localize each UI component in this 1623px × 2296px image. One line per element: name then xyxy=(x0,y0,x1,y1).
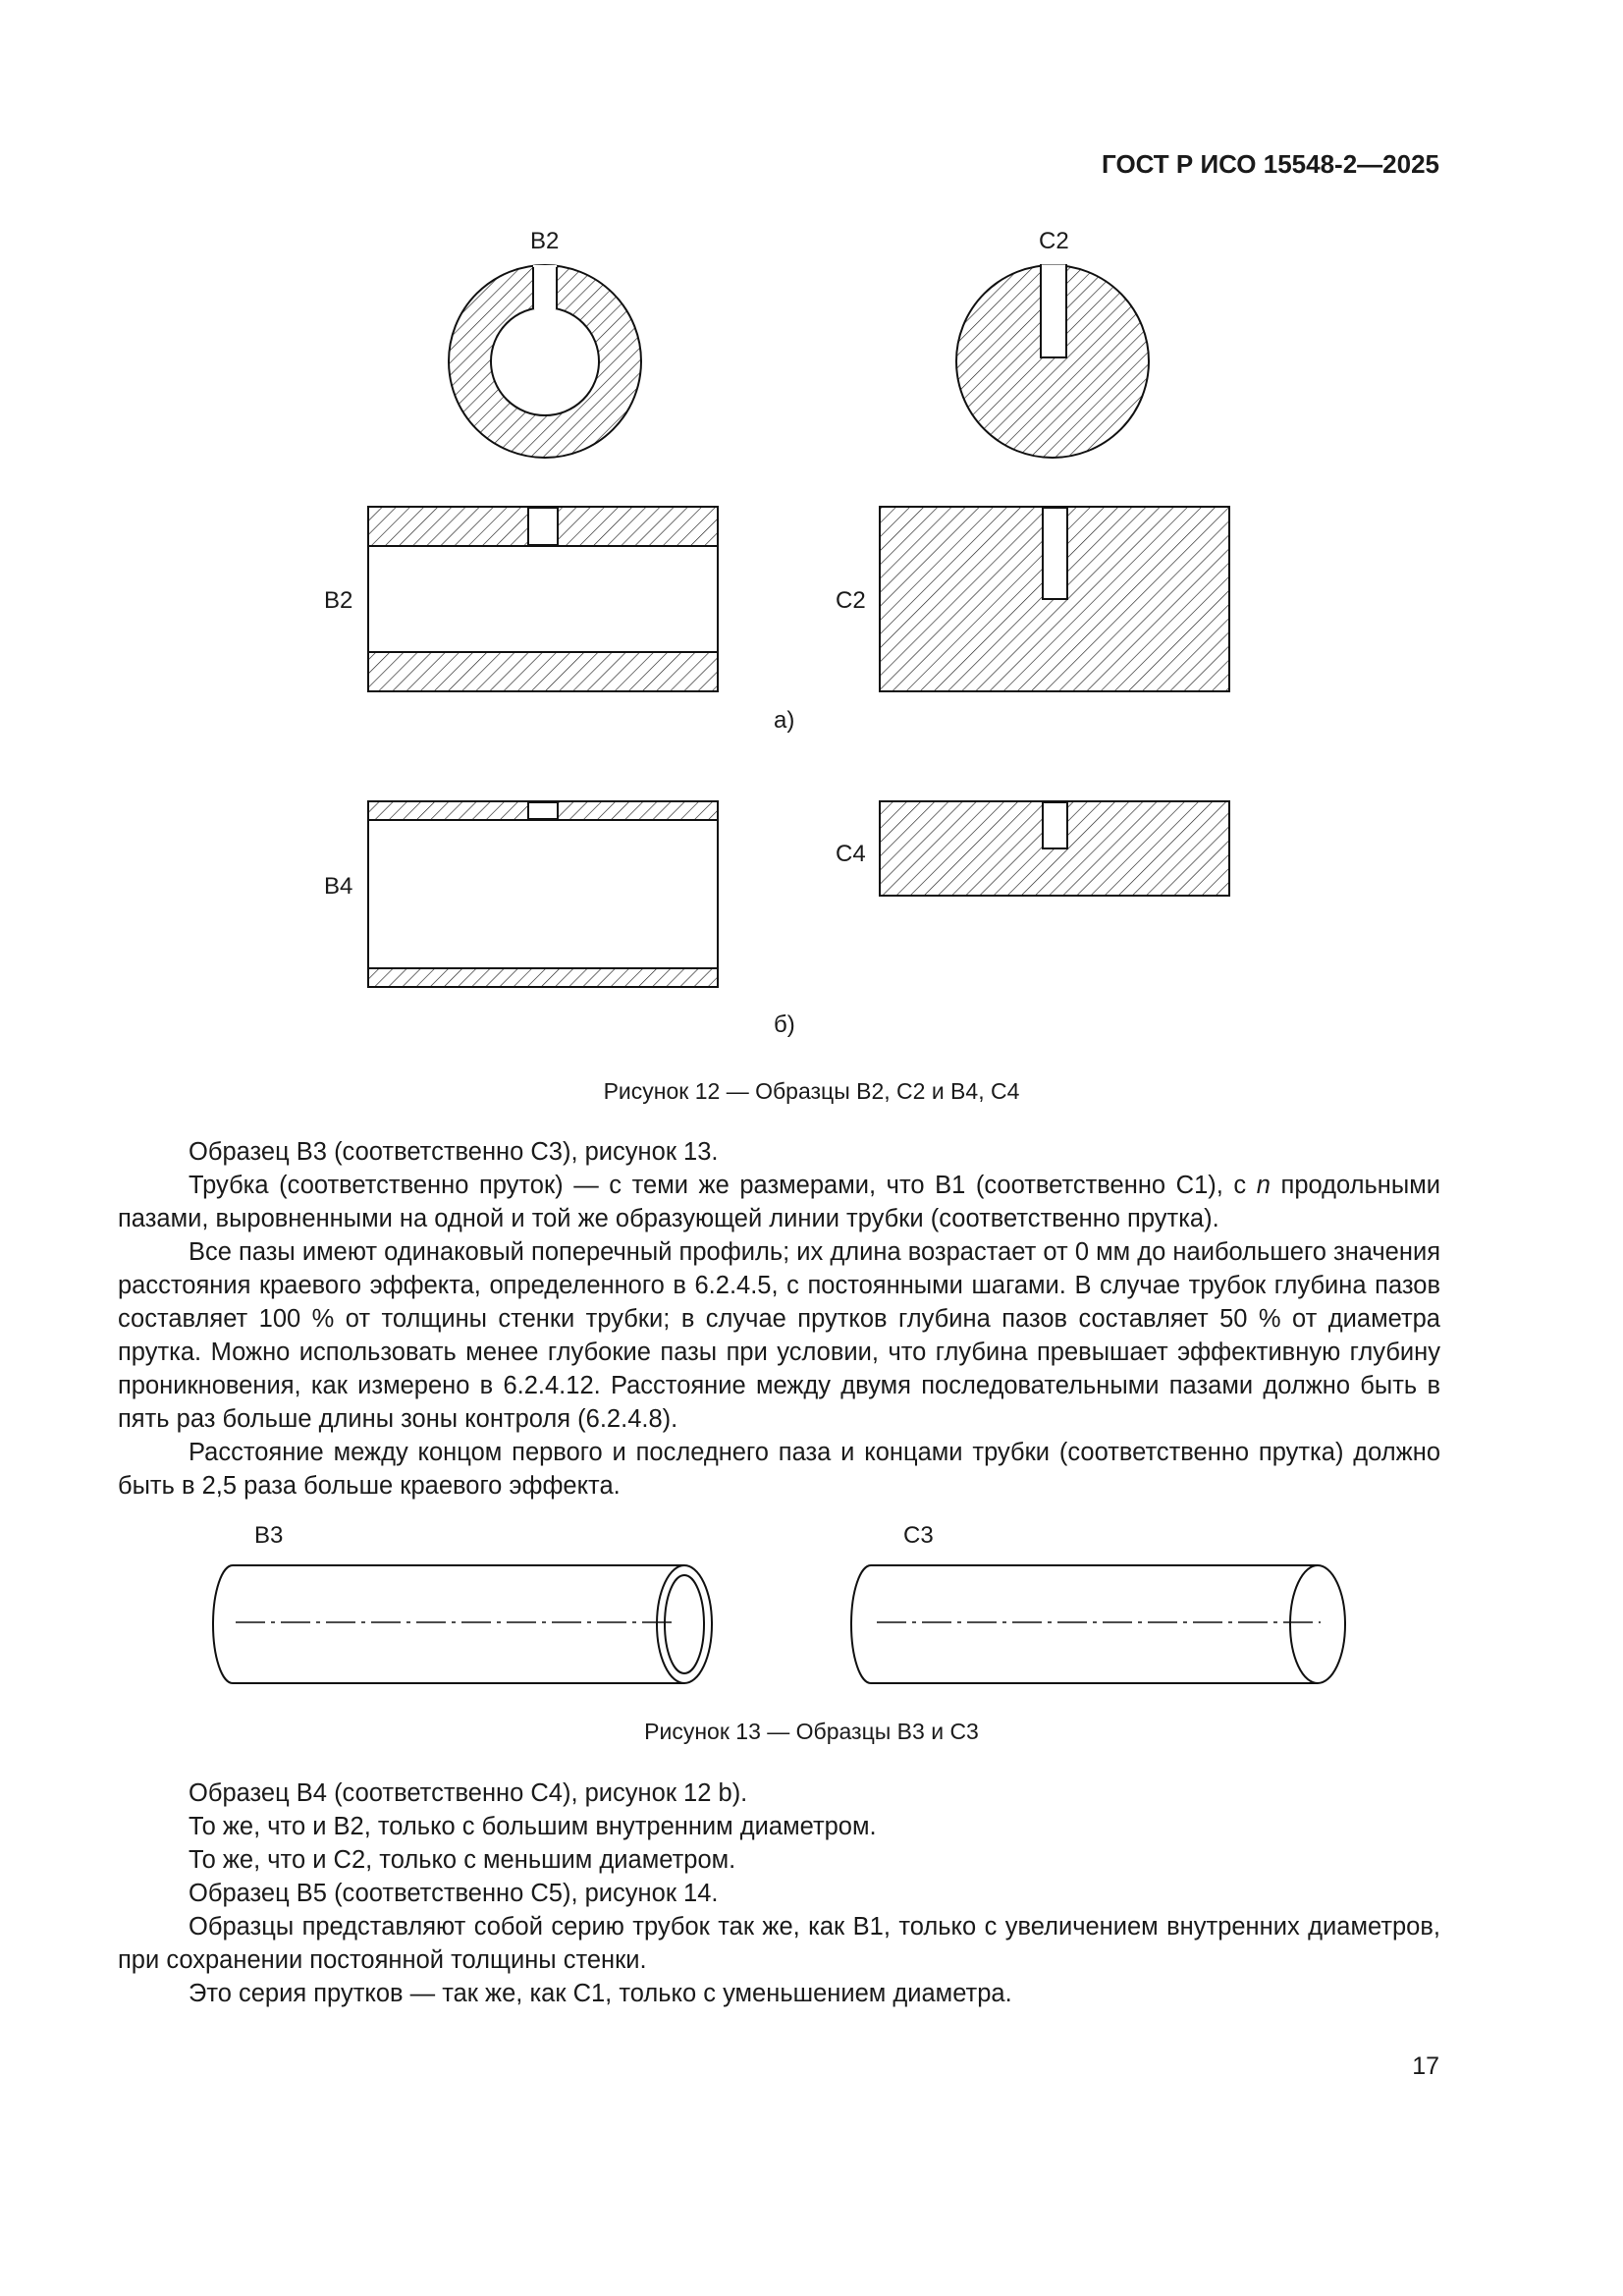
subfigure-a-label: а) xyxy=(774,707,795,734)
c2-long-section xyxy=(880,507,1229,691)
b2-ring-section xyxy=(449,265,641,458)
paragraph-c5-desc: Это серия прутков — так же, как C1, только с уменьшением диаметра. xyxy=(189,1980,1012,2007)
label-b2-side: B2 xyxy=(324,587,353,614)
c4-long-section xyxy=(880,801,1229,896)
paragraph-b4-desc: То же, что и B2, только с большим внутренним диаметром. xyxy=(189,1813,877,1840)
text-block-2 xyxy=(118,1777,1440,2010)
label-b3: B3 xyxy=(254,1522,284,1549)
c3-rod-drawing xyxy=(851,1565,1345,1683)
paragraph-b3-intro: Образец B3 (соответственно C3), рисунок 13. xyxy=(189,1138,719,1166)
figure12-caption: Рисунок 12 — Образцы B2, C2 и B4, C4 xyxy=(603,1078,1020,1104)
label-c4: C4 xyxy=(836,841,866,867)
label-c2-side: C2 xyxy=(836,587,866,614)
label-b2-top: B2 xyxy=(530,228,560,254)
paragraph-b5-intro: Образец B5 (соответственно C5), рисунок 14. xyxy=(189,1880,719,1907)
paragraph-tube-description xyxy=(118,1169,1440,1235)
paragraph-slot-profile: Все пазы имеют одинаковый поперечный профиль; их длина возрастает от 0 мм до наибольшего значения расстояния краевого эффекта, определенного в 6.2.4.5, с постоянными шагами. В случае трубок глубина пазов составляет 100 % от толщины стенки трубки; в случае прутков глубина пазов составляет 50 % от диаметра прутка. Можно использовать менее глубокие пазы при условии, что глубина превышает эффективную глубину проникновения, как измерено в 6.2.4.12. Расстояние между двумя последовательными пазами должно быть в пять раз больше длины зоны контроля (6.2.4.8). xyxy=(118,1238,1440,1433)
p2-text-b: продольными пазами, выровненными на одной и той же образующей линии трубки (соответственно прутка). xyxy=(118,1172,1440,1232)
figure13-caption: Рисунок 13 — Образцы B3 и C3 xyxy=(644,1719,979,1744)
b3-tube-drawing xyxy=(213,1565,712,1683)
subfigure-b-label: б) xyxy=(774,1011,795,1038)
page-number: 17 xyxy=(1412,2052,1439,2080)
paragraph-b5-desc: Образцы представляют собой серию трубок так же, как B1, только с увеличением внутренних диаметров, при сохранении постоянной толщины стенки. xyxy=(118,1913,1440,1974)
p2-var-n: n xyxy=(1256,1172,1271,1199)
b4-long-section xyxy=(368,801,718,987)
text-block-1 xyxy=(118,1135,1440,1503)
label-c3: C3 xyxy=(903,1522,934,1549)
c2-solid-section xyxy=(956,265,1149,458)
paragraph-b4-intro: Образец B4 (соответственно C4), рисунок 12 b). xyxy=(189,1779,748,1807)
paragraph-c4-desc: То же, что и C2, только с меньшим диаметром. xyxy=(189,1846,736,1874)
paragraph-slot-distance: Расстояние между концом первого и последнего паза и концами трубки (соответственно прутка) должно быть в 2,5 раза больше краевого эффекта. xyxy=(118,1439,1440,1500)
label-c2-top: C2 xyxy=(1039,228,1069,254)
b2-long-section xyxy=(368,507,718,691)
document-id: ГОСТ Р ИСО 15548-2—2025 xyxy=(1102,149,1439,179)
p2-text-a: Трубка (соответственно пруток) — с теми же размерами, что B1 (соответственно C1), с xyxy=(189,1172,1257,1199)
label-b4: B4 xyxy=(324,873,353,900)
